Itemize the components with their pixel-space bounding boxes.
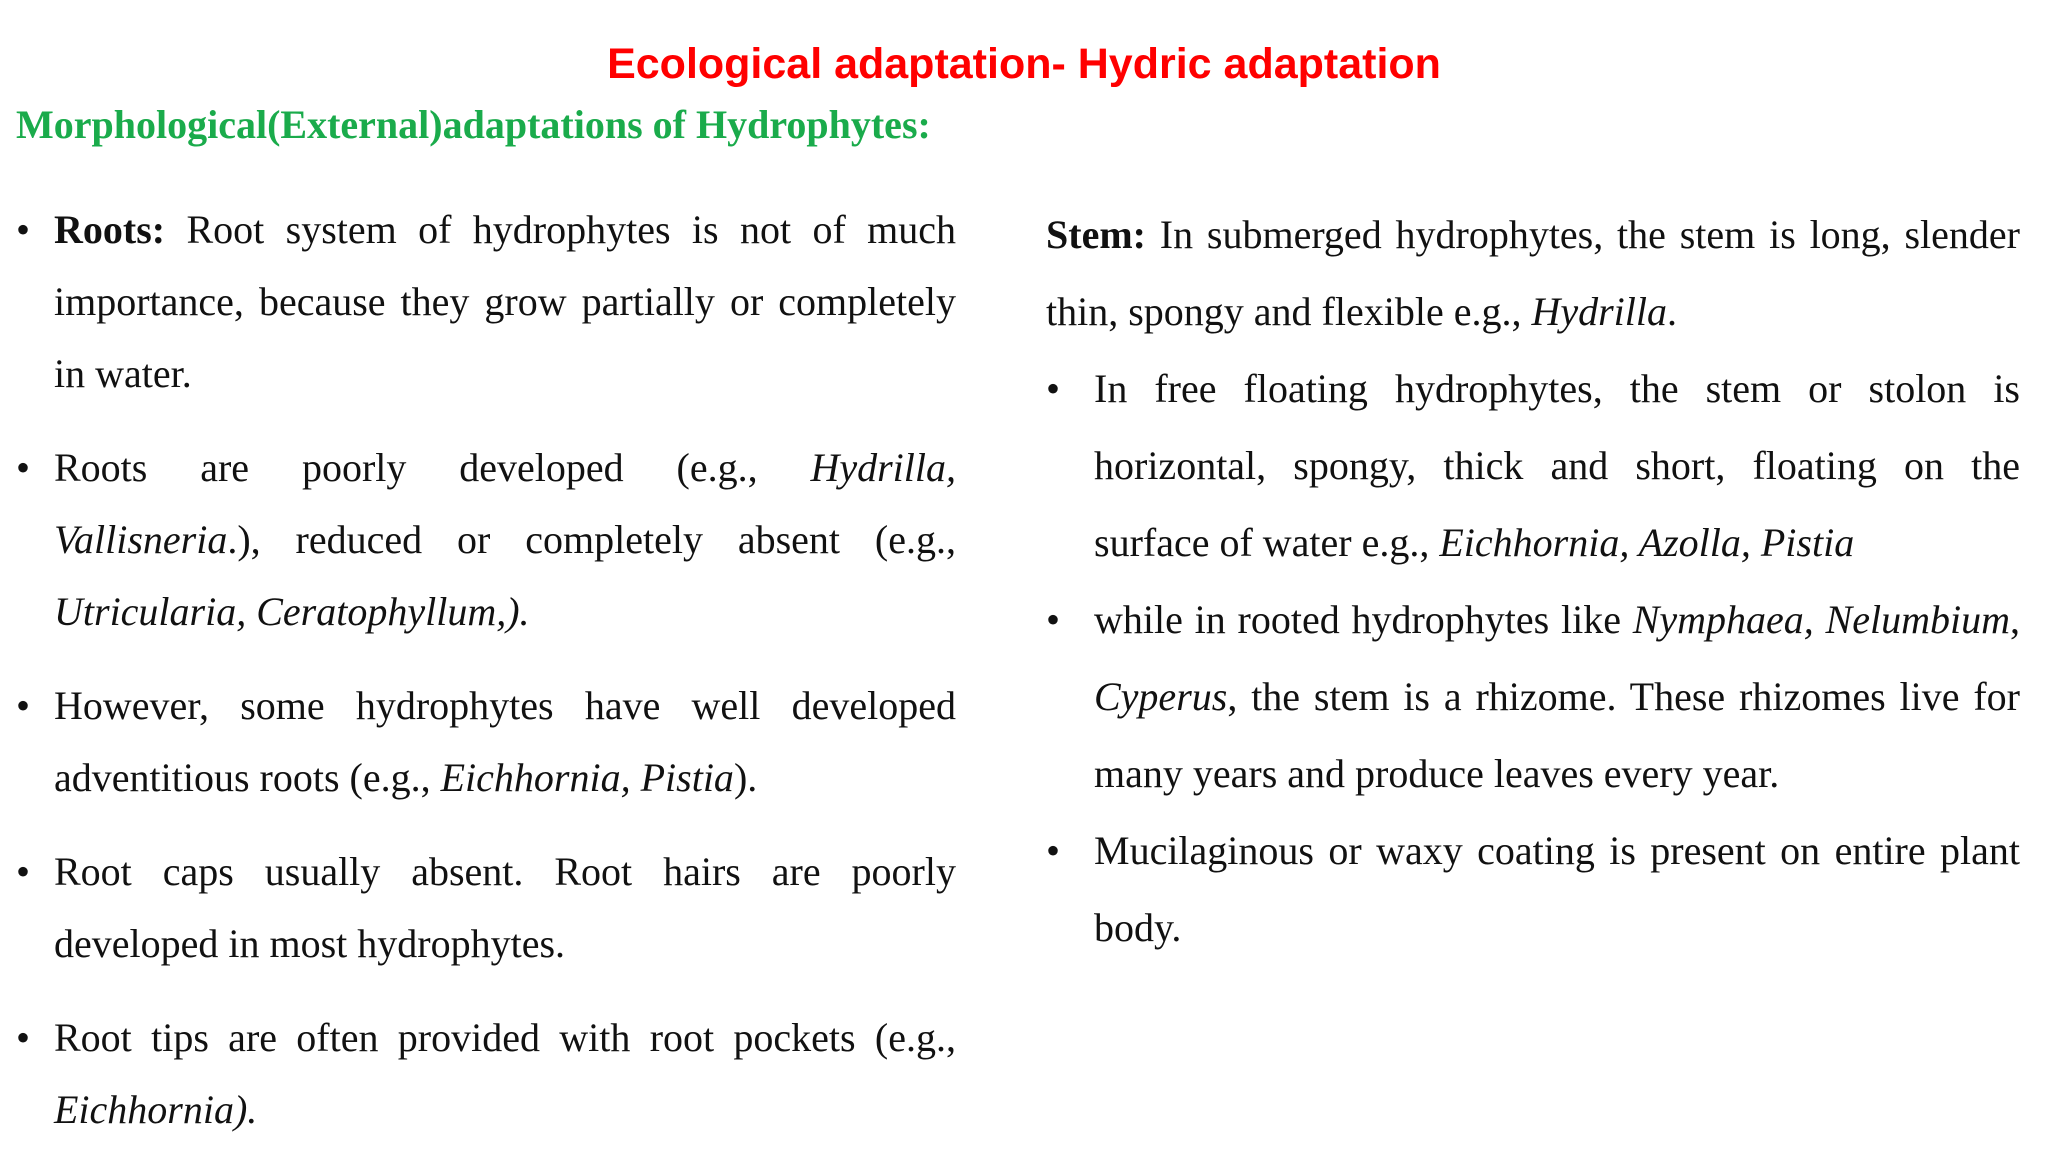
stem-text-1: In submerged hydrophytes, the stem is long, slender thin, spongy and flexible e.g., bbox=[1046, 212, 2020, 334]
section-heading: Morphological(External)adaptations of Hydrophytes: bbox=[16, 102, 931, 147]
rooted-species-1: Nymphaea, Nelumbium bbox=[1632, 597, 2010, 642]
root-caps-item bbox=[16, 836, 956, 980]
stem-text-2: . bbox=[1667, 289, 1678, 334]
rooted-text-1: while in rooted hydrophytes like bbox=[1094, 597, 1633, 642]
bullet-icon: • bbox=[16, 207, 31, 252]
bullet-icon: • bbox=[16, 445, 31, 490]
adventitious-roots-item bbox=[16, 670, 956, 814]
roots-bullet-item bbox=[16, 194, 956, 410]
rooted-hydrophytes-item bbox=[1046, 581, 2020, 812]
roots-label: Roots: bbox=[54, 207, 166, 252]
floating-species: Eichhornia, Azolla, Pistia bbox=[1439, 520, 1855, 565]
poorly-text-1: Roots are poorly developed (e.g., bbox=[54, 445, 811, 490]
however-text-2: ). bbox=[733, 755, 758, 800]
rooted-text-2: , bbox=[2010, 597, 2020, 642]
tips-text: Root tips are often provided with root pockets (e.g., bbox=[54, 1015, 956, 1060]
poorly-species-2: Utricularia, Ceratophyllum,). bbox=[54, 589, 530, 634]
bullet-icon: • bbox=[16, 1015, 31, 1060]
poorly-text-2: .), reduced or completely absent (e.g., bbox=[227, 517, 956, 562]
however-species: Eichhornia, Pistia bbox=[440, 755, 734, 800]
bullet-icon: • bbox=[16, 683, 31, 728]
waxy-coating-item bbox=[1046, 812, 2020, 966]
left-column bbox=[16, 194, 956, 1168]
bullet-icon: • bbox=[1046, 828, 1061, 873]
bullet-icon: • bbox=[1046, 366, 1061, 411]
rooted-text-3: , the stem is a rhizome. These rhizomes live for many years and produce leaves every year. bbox=[1094, 674, 2020, 796]
slide-title: Ecological adaptation- Hydric adaptation bbox=[607, 40, 1441, 88]
root-caps-text: Root caps usually absent. Root hairs are poorly developed in most hydrophytes. bbox=[54, 849, 956, 966]
free-floating-item bbox=[1046, 350, 2020, 581]
coating-text: Mucilaginous or waxy coating is present on entire plant body. bbox=[1094, 828, 2020, 950]
poorly-species-1: Hydrilla, Vallisneria bbox=[54, 445, 956, 562]
tips-species: Eichhornia). bbox=[54, 1087, 258, 1132]
stem-paragraph bbox=[1046, 196, 2020, 350]
roots-text: Root system of hydrophytes is not of much importance, because they grow partially or completely in water. bbox=[54, 207, 956, 396]
however-text-1: However, some hydrophytes have well developed adventitious roots (e.g., bbox=[54, 683, 956, 800]
rooted-species-2: Cyperus bbox=[1094, 674, 1228, 719]
right-column bbox=[1046, 196, 2020, 966]
bullet-icon: • bbox=[1046, 597, 1061, 642]
stem-species: Hydrilla bbox=[1531, 289, 1668, 334]
bullet-icon: • bbox=[16, 849, 31, 894]
stem-label: Stem: bbox=[1046, 212, 1146, 257]
root-tips-item bbox=[16, 1002, 956, 1146]
floating-text: In free floating hydrophytes, the stem or stolon is horizontal, spongy, thick and short, floating on the surface of water e.g., bbox=[1094, 366, 2020, 565]
roots-poorly-developed-item bbox=[16, 432, 956, 648]
